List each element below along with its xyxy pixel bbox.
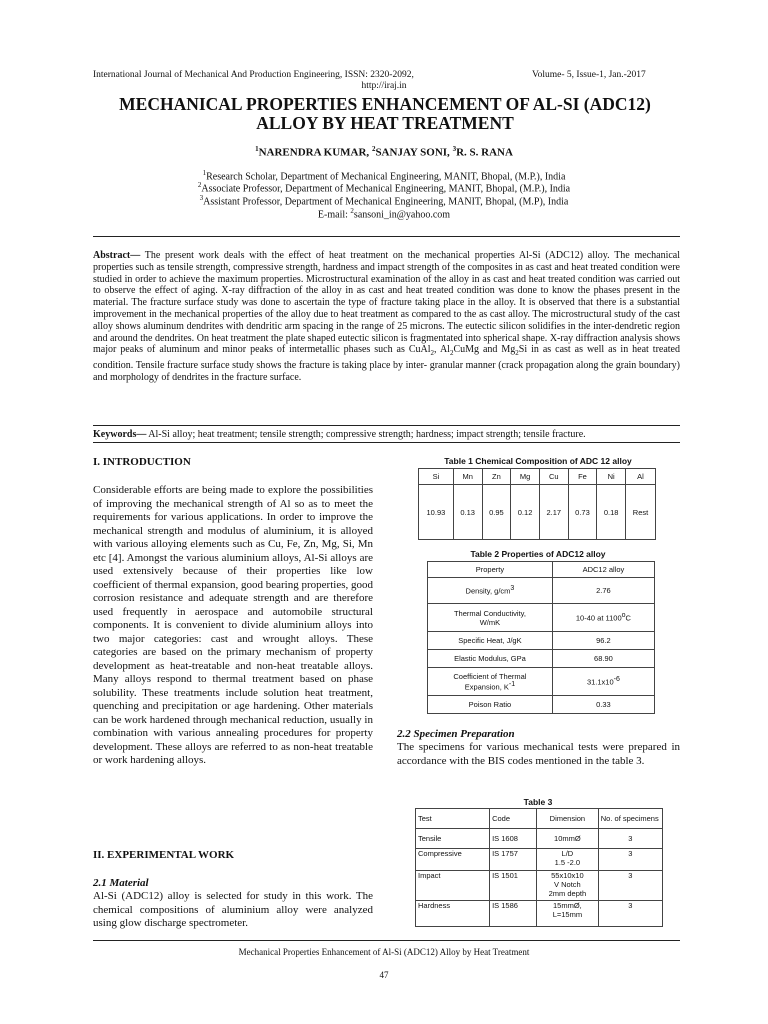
table1-cell: Rest (626, 485, 656, 540)
table2-cell (552, 668, 654, 696)
table1-cell: 2.17 (539, 485, 568, 540)
table3-cell: 15mmØ, L=15mm (537, 901, 599, 927)
table2 (427, 561, 655, 714)
paper-title (60, 95, 710, 133)
table3-header: Code (490, 809, 537, 829)
experimental-heading-text: II. EXPERIMENTAL WORK (93, 849, 235, 861)
volume-info: Volume- 5, Issue-1, Jan.-2017 (532, 70, 646, 80)
keywords-text: Al-Si alloy; heat treatment; tensile strength; compressive strength; hardness; impact strength; tensile fracture. (146, 429, 586, 440)
table3-cell: 3 (598, 871, 662, 901)
table2-header: Property (428, 562, 553, 578)
table1-cell: 0.73 (568, 485, 597, 540)
divider-top (93, 236, 680, 237)
table1-cell: 0.12 (511, 485, 540, 540)
footer-title: Mechanical Properties Enhancement of Al-Si (ADC12) Alloy by Heat Treatment (238, 947, 530, 957)
divider-keywords-top (93, 425, 680, 426)
keywords (93, 429, 680, 441)
table1-header: Mn (453, 469, 482, 485)
abstract-sub-3: 2 (515, 349, 519, 358)
intro-body: Considerable efforts are being made to explore the possibilities of improving the mechanical strength of Al so as to meet the requirements for various applications. In order to improve the mechanical strength and modulus of aluminium, it is alloyed with various alloying elements such as Cu, Fe, Zn, Mg, Si, Mn etc [4]. Amongst the various aluminium alloys, Al-Si alloys are used extensively because of their properties like low coefficient of thermal expansion, good bearing properties, good corrosion resistance and adequate strength and are therefore used frequently in aerospace and automobile structural components. It is convenient to divide aluminium alloys into two major categories: cast and wrought alloys. These categories are based on the primary mechanism of property development as heat-treatable and non-heat treatable alloys. Many alloys respond to thermal treatment based on phase solubility. These treatments include solution heat treatment, quenching and precipitation or age hardening. Other materials can be work hardened through mechanical reduction, usually in combination with various annealing procedures for property development. These alloys are referred to as non-heat treatable or work hardening alloys. (93, 484, 373, 766)
table3-cell: IS 1757 (490, 849, 537, 871)
table1-cell: 10.93 (419, 485, 454, 540)
aff-1-text: Research Scholar, Department of Mechanical Engineering, MANIT, Bhopal, (M.P.), India (206, 171, 566, 183)
table1-header: Al (626, 469, 656, 485)
table1-header: Fe (568, 469, 597, 485)
abstract-text-3: CuMg and Mg (453, 344, 516, 356)
density-label: Density, g/cm (465, 586, 511, 596)
footer-divider (93, 940, 680, 941)
specimen-subheading-text: 2.2 Specimen Preparation (397, 728, 515, 740)
author-1-sup: 1 (255, 145, 259, 153)
material-subheading-text: 2.1 Material (93, 877, 149, 889)
email-label: E-mail: (317, 209, 351, 221)
author-1: NARENDRA KUMAR, (258, 146, 372, 159)
page-number: 47 (379, 970, 389, 980)
abstract-text-4: Si in as cast as well as in heat treated condition. Tensile fracture surface study shows the fracture is taking place by inter- granular manner (crack propagation along the grain boundary) and morphology of dendrites in the fracture surface. (93, 344, 680, 383)
cte-label-2: Expansion, K (464, 682, 509, 692)
table1 (418, 468, 656, 540)
table2-cell (552, 604, 654, 632)
cte-value: 31.1x10 (586, 677, 614, 687)
table1-cell: 0.95 (482, 485, 511, 540)
abstract-label: Abstract— (93, 250, 141, 261)
table2-header: ADC12 alloy (552, 562, 654, 578)
abstract-sub-2: 2 (449, 349, 454, 358)
author-2: SANJAY SONI, (375, 146, 453, 159)
tc-unit: C (625, 613, 631, 623)
density-sup: 3 (510, 585, 515, 593)
tc-degree: o (621, 612, 626, 620)
abstract (93, 250, 680, 384)
table3-cell: 3 (598, 829, 662, 849)
table3-header: No. of specimens (598, 809, 662, 829)
table1-cell: 0.18 (597, 485, 626, 540)
table3-cell: Tensile (416, 829, 490, 849)
table2-cell: Elastic Modulus, GPa (428, 650, 553, 668)
cte-label: Coefficient of Thermal (453, 671, 527, 681)
table3-header: Dimension (537, 809, 599, 829)
table1-header: Zn (482, 469, 511, 485)
aff-3-sup: 3 (199, 194, 204, 202)
table1-header: Mg (511, 469, 540, 485)
table2-cell (428, 578, 553, 604)
table3-cell: Hardness (416, 901, 490, 927)
experimental-heading (93, 849, 373, 863)
table2-cell (428, 604, 553, 632)
table3-cell: 3 (598, 849, 662, 871)
aff-2-sup: 2 (197, 181, 202, 189)
email-sup: 2 (350, 207, 354, 215)
intro-heading (93, 456, 373, 470)
author-3-sup: 3 (452, 145, 457, 153)
abstract-text-1: The present work deals with the effect of heat treatment on the mechanical properties Al-Si (ADC12) alloy. The mechanical properties such as tensile strength, compressive strength, hardness and impact strength of the composites in as cast and heat treated condition were studied in order to achieve the maximum properties. Microstructural examination of the alloy in as cast and heat treated condition was carried out to observe the effect of aging. X-ray diffraction of the alloy in as cast and heat treated condition was done to know the phases present in the material. The fracture surface study was done to ascertain the type of fracture taking place in the alloy. It is observed that there is a substantial improvement in the mechanical properties of the alloy due to heat treatment as compared to the as cast alloy. The microstructural study of the cast alloy shows aluminum dendrites with dendritic arm spacing in the range of 25 microns. The eutectic silicon solidifies in the inter-dendretic region and around the dendrites. On heat treatment the plate shaped eutectic silicon is fragmentated into spherical shape. X-ray diffraction analysis shows major peaks of aluminum and minor peaks of intermetallic phases such as CuAl (93, 250, 680, 356)
aff-1-sup: 1 (202, 169, 207, 177)
table3 (415, 808, 663, 927)
email-address[interactable]: sansoni_in@yahoo.com (353, 209, 451, 221)
table2-cell: 96.2 (552, 632, 654, 650)
table3-cell: Compressive (416, 849, 490, 871)
table3-cell: 3 (598, 901, 662, 927)
keywords-label: Keywords— (93, 429, 147, 440)
email-line (0, 206, 768, 220)
table1-header: Si (419, 469, 454, 485)
author-list (0, 145, 768, 159)
table2-caption: Table 2 Properties of ADC12 alloy (470, 549, 606, 559)
intro-heading-text: I. INTRODUCTION (93, 456, 191, 468)
journal-url: http://iraj.in (361, 81, 407, 91)
divider-keywords-bottom (93, 442, 680, 443)
table1-cell: 0.13 (453, 485, 482, 540)
tc-label-2: W/mK (479, 617, 501, 627)
table2-cell: Poison Ratio (428, 696, 553, 714)
table2-cell: Specific Heat, J/gK (428, 632, 553, 650)
aff-3-text: Assistant Professor, Department of Mechanical Engineering, MANIT, Bhopal, (M.P), India (203, 196, 569, 208)
table3-cell: IS 1501 (490, 871, 537, 901)
table3-cell: 55x10x10 V Notch 2mm depth (537, 871, 599, 901)
specimen-body: The specimens for various mechanical tests were prepared in accordance with the BIS codes mentioned in the table 3. (397, 741, 680, 767)
table3-cell: L/D 1.5 -2.0 (537, 849, 599, 871)
specimen-subheading (397, 728, 680, 740)
material-subheading (93, 877, 373, 891)
table2-cell: 0.33 (552, 696, 654, 714)
abstract-sub-1: 2 (430, 349, 435, 358)
table1-header: Ni (597, 469, 626, 485)
table3-cell: IS 1586 (490, 901, 537, 927)
table1-header: Cu (539, 469, 568, 485)
table3-caption: Table 3 (523, 797, 553, 807)
title-line-1: MECHANICAL PROPERTIES ENHANCEMENT OF AL-SI (ADC12) (119, 94, 651, 114)
tc-label: Thermal Conductivity, (453, 608, 526, 618)
author-3: R. S. RANA (456, 146, 513, 159)
aff-2-text: Associate Professor, Department of Mechanical Engineering, MANIT, Bhopal, (M.P.), India (201, 183, 571, 195)
table3-header: Test (416, 809, 490, 829)
title-line-2: ALLOY BY HEAT TREATMENT (256, 113, 514, 133)
tc-value: 10-40 at 1100 (575, 613, 622, 623)
table2-cell: 68.90 (552, 650, 654, 668)
material-body: Al-Si (ADC12) alloy is selected for study in this work. The chemical compositions of aluminium alloy were analyzed using glow discharge spectrometer. (93, 890, 373, 929)
cte-unit-sup: -1 (508, 680, 516, 688)
cte-value-sup: -6 (613, 676, 620, 684)
table1-caption: Table 1 Chemical Composition of ADC 12 alloy (444, 456, 632, 466)
table2-cell: 2.76 (552, 578, 654, 604)
author-2-sup: 2 (371, 145, 376, 153)
abstract-text-2: , Al (434, 344, 450, 356)
table2-cell (428, 668, 553, 696)
journal-header: International Journal of Mechanical And Production Engineering, ISSN: 2320-2092, (93, 70, 414, 80)
table3-cell: Impact (416, 871, 490, 901)
table3-cell: 10mmØ (537, 829, 599, 849)
table3-cell: IS 1608 (490, 829, 537, 849)
